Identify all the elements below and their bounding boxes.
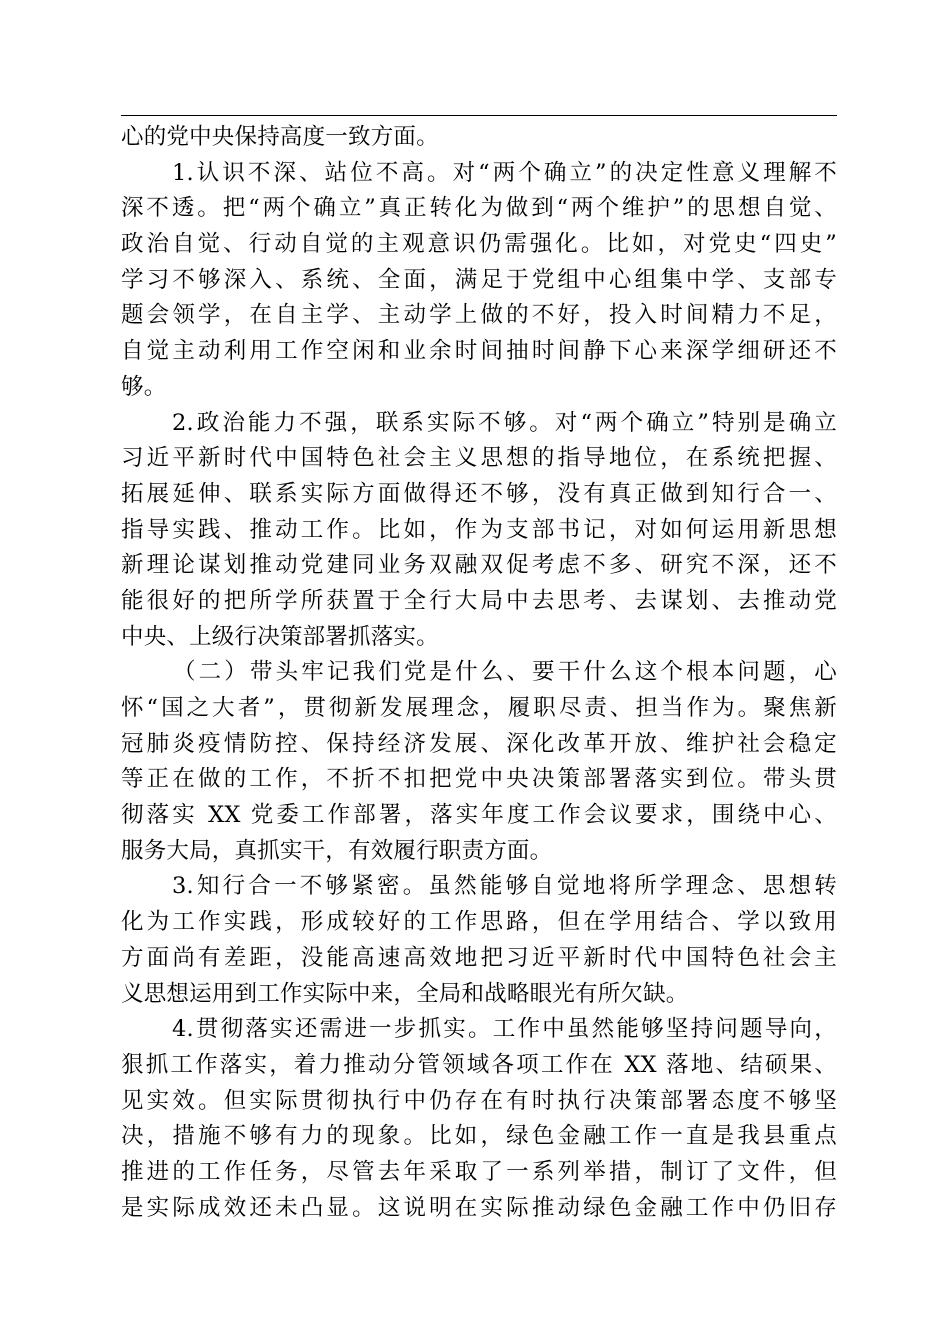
text-line: 等正在做的工作，不折不扣把党中央决策部署落实到位。带头贯 [121, 766, 837, 793]
text-line: 学习不够深入、系统、全面，满足于党组中心组集中学、支部专 [121, 266, 837, 293]
text-line: 心的党中央保持高度一致方面。 [121, 124, 439, 150]
text-line: 3.知行合一不够紧密。虽然能够自觉地将所学理念、思想转 [172, 873, 837, 900]
text-line: 2.政治能力不强，联系实际不够。对“两个确立”特别是确立 [172, 409, 837, 436]
text-line: （二）带头牢记我们党是什么、要干什么这个根本问题，心 [173, 659, 837, 686]
text-line: 化为工作实践，形成较好的工作思路，但在学用结合、学以致用 [121, 909, 837, 936]
text-line: 冠肺炎疫情防控、保持经济发展、深化改革开放、维护社会稳定 [121, 730, 837, 757]
paragraph-continuation [121, 120, 837, 156]
text-line: 自觉主动利用工作空闲和业余时间抽时间静下心来深学细研还不 [121, 338, 837, 365]
header-rule [121, 115, 837, 116]
text-line: 政治自觉、行动自觉的主观意识仍需强化。比如，对党史“四史” [121, 231, 837, 258]
document-body [121, 120, 837, 1226]
text-line: 怀“国之大者”，贯彻新发展理念，履职尽责、担当作为。聚焦新 [121, 695, 837, 721]
paragraph-item [121, 406, 837, 656]
text-line: 拓展延伸、联系实际方面做得还不够，没有真正做到知行合一、 [121, 480, 837, 507]
text-line: 服务大局，真抓实干，有效履行职责方面。 [121, 837, 553, 864]
text-line: 够。 [121, 373, 167, 400]
text-line: 4.贯彻落实还需进一步抓实。工作中虽然能够坚持问题导向， [172, 1016, 837, 1043]
text-line: 新理论谋划推动党建同业务双融双促考虑不多、研究不深，还不 [121, 552, 837, 579]
text-line: 中央、上级行决策部署抓落实。 [121, 623, 439, 650]
text-line: 推进的工作任务，尽管去年采取了一系列举措，制订了文件，但 [121, 1158, 837, 1185]
text-line: 方面尚有差距，没能高速高效地把习近平新时代中国特色社会主 [121, 944, 837, 971]
text-line: 义思想运用到工作实际中来，全局和战略眼光有所欠缺。 [121, 980, 689, 1007]
text-line: 狠抓工作落实，着力推动分管领域各项工作在 XX 落地、结硕果、 [121, 1051, 837, 1078]
text-line: 指导实践、推动工作。比如，作为支部书记，对如何运用新思想 [121, 516, 837, 543]
text-line: 彻落实 XX 党委工作部署，落实年度工作会议要求，围绕中心、 [121, 802, 837, 829]
text-line: 习近平新时代中国特色社会主义思想的指导地位，在系统把握、 [121, 445, 837, 472]
paragraph-item [121, 1012, 837, 1226]
paragraph-item [121, 869, 837, 1012]
paragraph-item [121, 156, 837, 406]
paragraph-section [121, 655, 837, 869]
text-line: 是实际成效还未凸显。这说明在实际推动绿色金融工作中仍旧存 [121, 1194, 837, 1221]
text-line: 深不透。把“两个确立”真正转化为做到“两个维护”的思想自觉、 [121, 195, 837, 222]
text-line: 决，措施不够有力的现象。比如，绿色金融工作一直是我县重点 [121, 1123, 837, 1150]
text-line: 题会领学，在自主学、主动学上做的不好，投入时间精力不足， [121, 302, 837, 329]
text-line: 1.认识不深、站位不高。对“两个确立”的决定性意义理解不 [172, 159, 837, 186]
text-line: 见实效。但实际贯彻执行中仍存在有时执行决策部署态度不够坚 [121, 1087, 837, 1114]
text-line: 能很好的把所学所获置于全行大局中去思考、去谋划、去推动党 [121, 587, 837, 614]
